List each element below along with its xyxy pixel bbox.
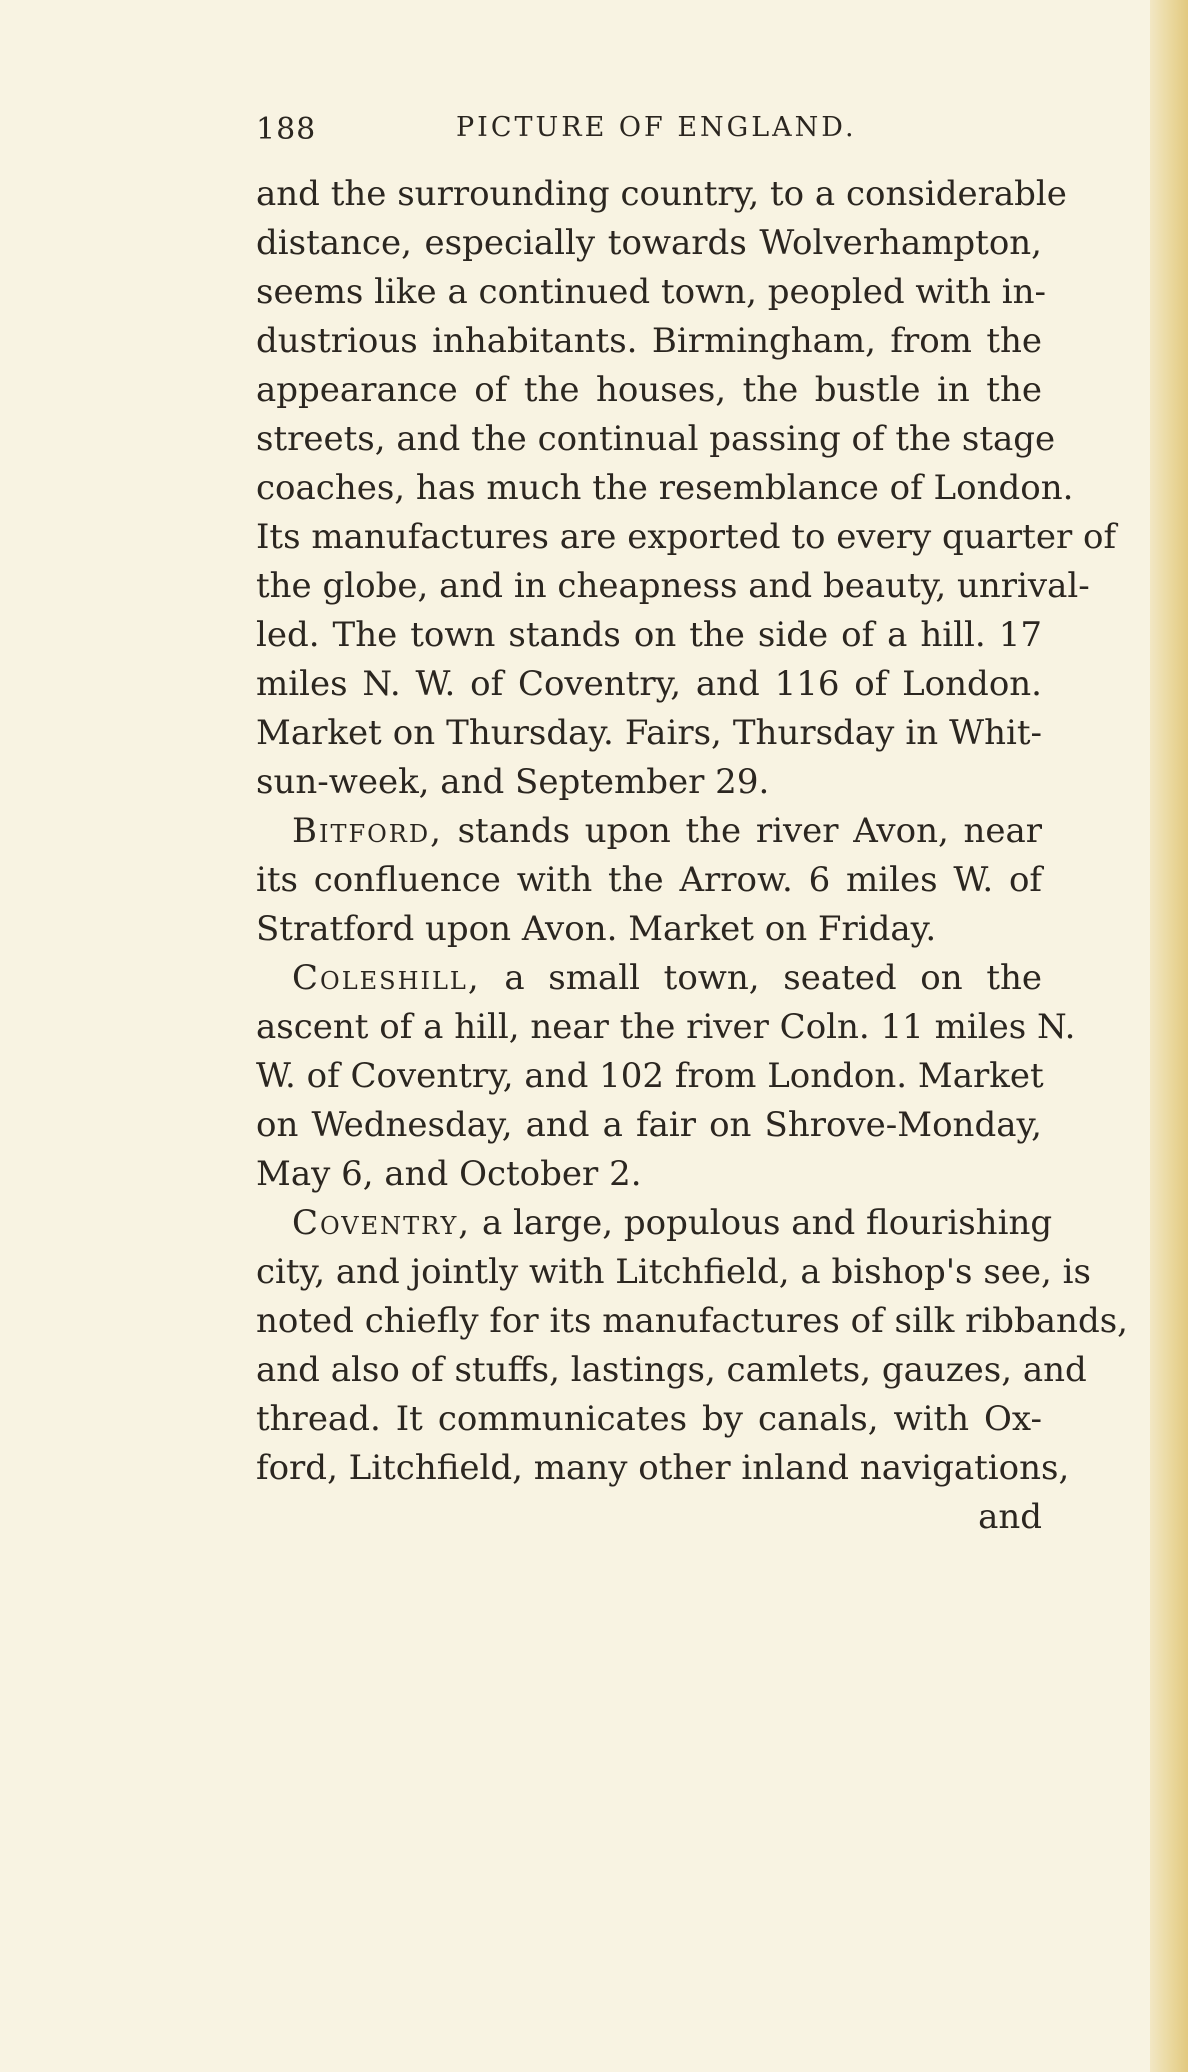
text-line: Its manufactures are exported to every quarter of (256, 517, 1117, 557)
text-line: May 6, and October 2. (256, 1154, 642, 1194)
text-line: sun-week, and September 29. (256, 762, 770, 802)
text-line: coaches, has much the resemblance of London. (256, 468, 1074, 508)
text-line: thread. It communicates by canals, with Ox- (256, 1399, 1042, 1439)
entry-coleshill-first-line: Coleshill, a small town, seated on the (292, 958, 1042, 998)
text-line: miles N. W. of Coventry, and 116 of London. (256, 664, 1042, 704)
entry-bitford-first-line: Bitford, stands upon the river Avon, near (292, 811, 1042, 851)
text-line: ascent of a hill, near the river Coln. 11 miles N. (256, 1007, 1076, 1047)
text-line: the globe, and in cheapness and beauty, unrival- (256, 566, 1090, 606)
entry-heading-bitford: Bitford, (292, 811, 443, 851)
text-line: on Wednesday, and a fair on Shrove-Monday, (256, 1105, 1042, 1145)
entry-heading-coleshill: Coleshill, (292, 958, 481, 998)
text-line: city, and jointly with Litchfield, a bishop's see, is (256, 1252, 1091, 1292)
catchword: and (978, 1497, 1042, 1537)
text-line: its confluence with the Arrow. 6 miles W. of (256, 860, 1042, 900)
entry-coventry-first-line: Coventry, a large, populous and flourishing (292, 1203, 1053, 1243)
page-number: 188 (256, 112, 317, 147)
running-head (256, 112, 896, 152)
text-line: Stratford upon Avon. Market on Friday. (256, 909, 937, 949)
text-line: W. of Coventry, and 102 from London. Market (256, 1056, 1044, 1096)
text-line: and also of stuffs, lastings, camlets, gauzes, and (256, 1350, 1087, 1390)
text-line: Market on Thursday. Fairs, Thursday in Whit- (256, 713, 1042, 753)
running-title: PICTURE OF ENGLAND. (456, 112, 857, 143)
text-line: and the surrounding country, to a considerable (256, 174, 1067, 214)
text-line: noted chiefly for its manufactures of silk ribbands, (256, 1301, 1128, 1341)
text-line: distance, especially towards Wolverhampton, (256, 223, 1042, 263)
page-edge (1150, 0, 1188, 2072)
entry-heading-coventry: Coventry, (292, 1203, 472, 1243)
text-line: streets, and the continual passing of the stage (256, 419, 1056, 459)
text-line: led. The town stands on the side of a hill. 17 (256, 615, 1042, 655)
text-line: ford, Litchfield, many other inland navigations, (256, 1448, 1070, 1488)
text-line: appearance of the houses, the bustle in the (256, 370, 1042, 410)
body-text (256, 170, 1128, 1542)
text-line: dustrious inhabitants. Birmingham, from the (256, 321, 1042, 361)
text-line: seems like a continued town, peopled with in- (256, 272, 1047, 312)
